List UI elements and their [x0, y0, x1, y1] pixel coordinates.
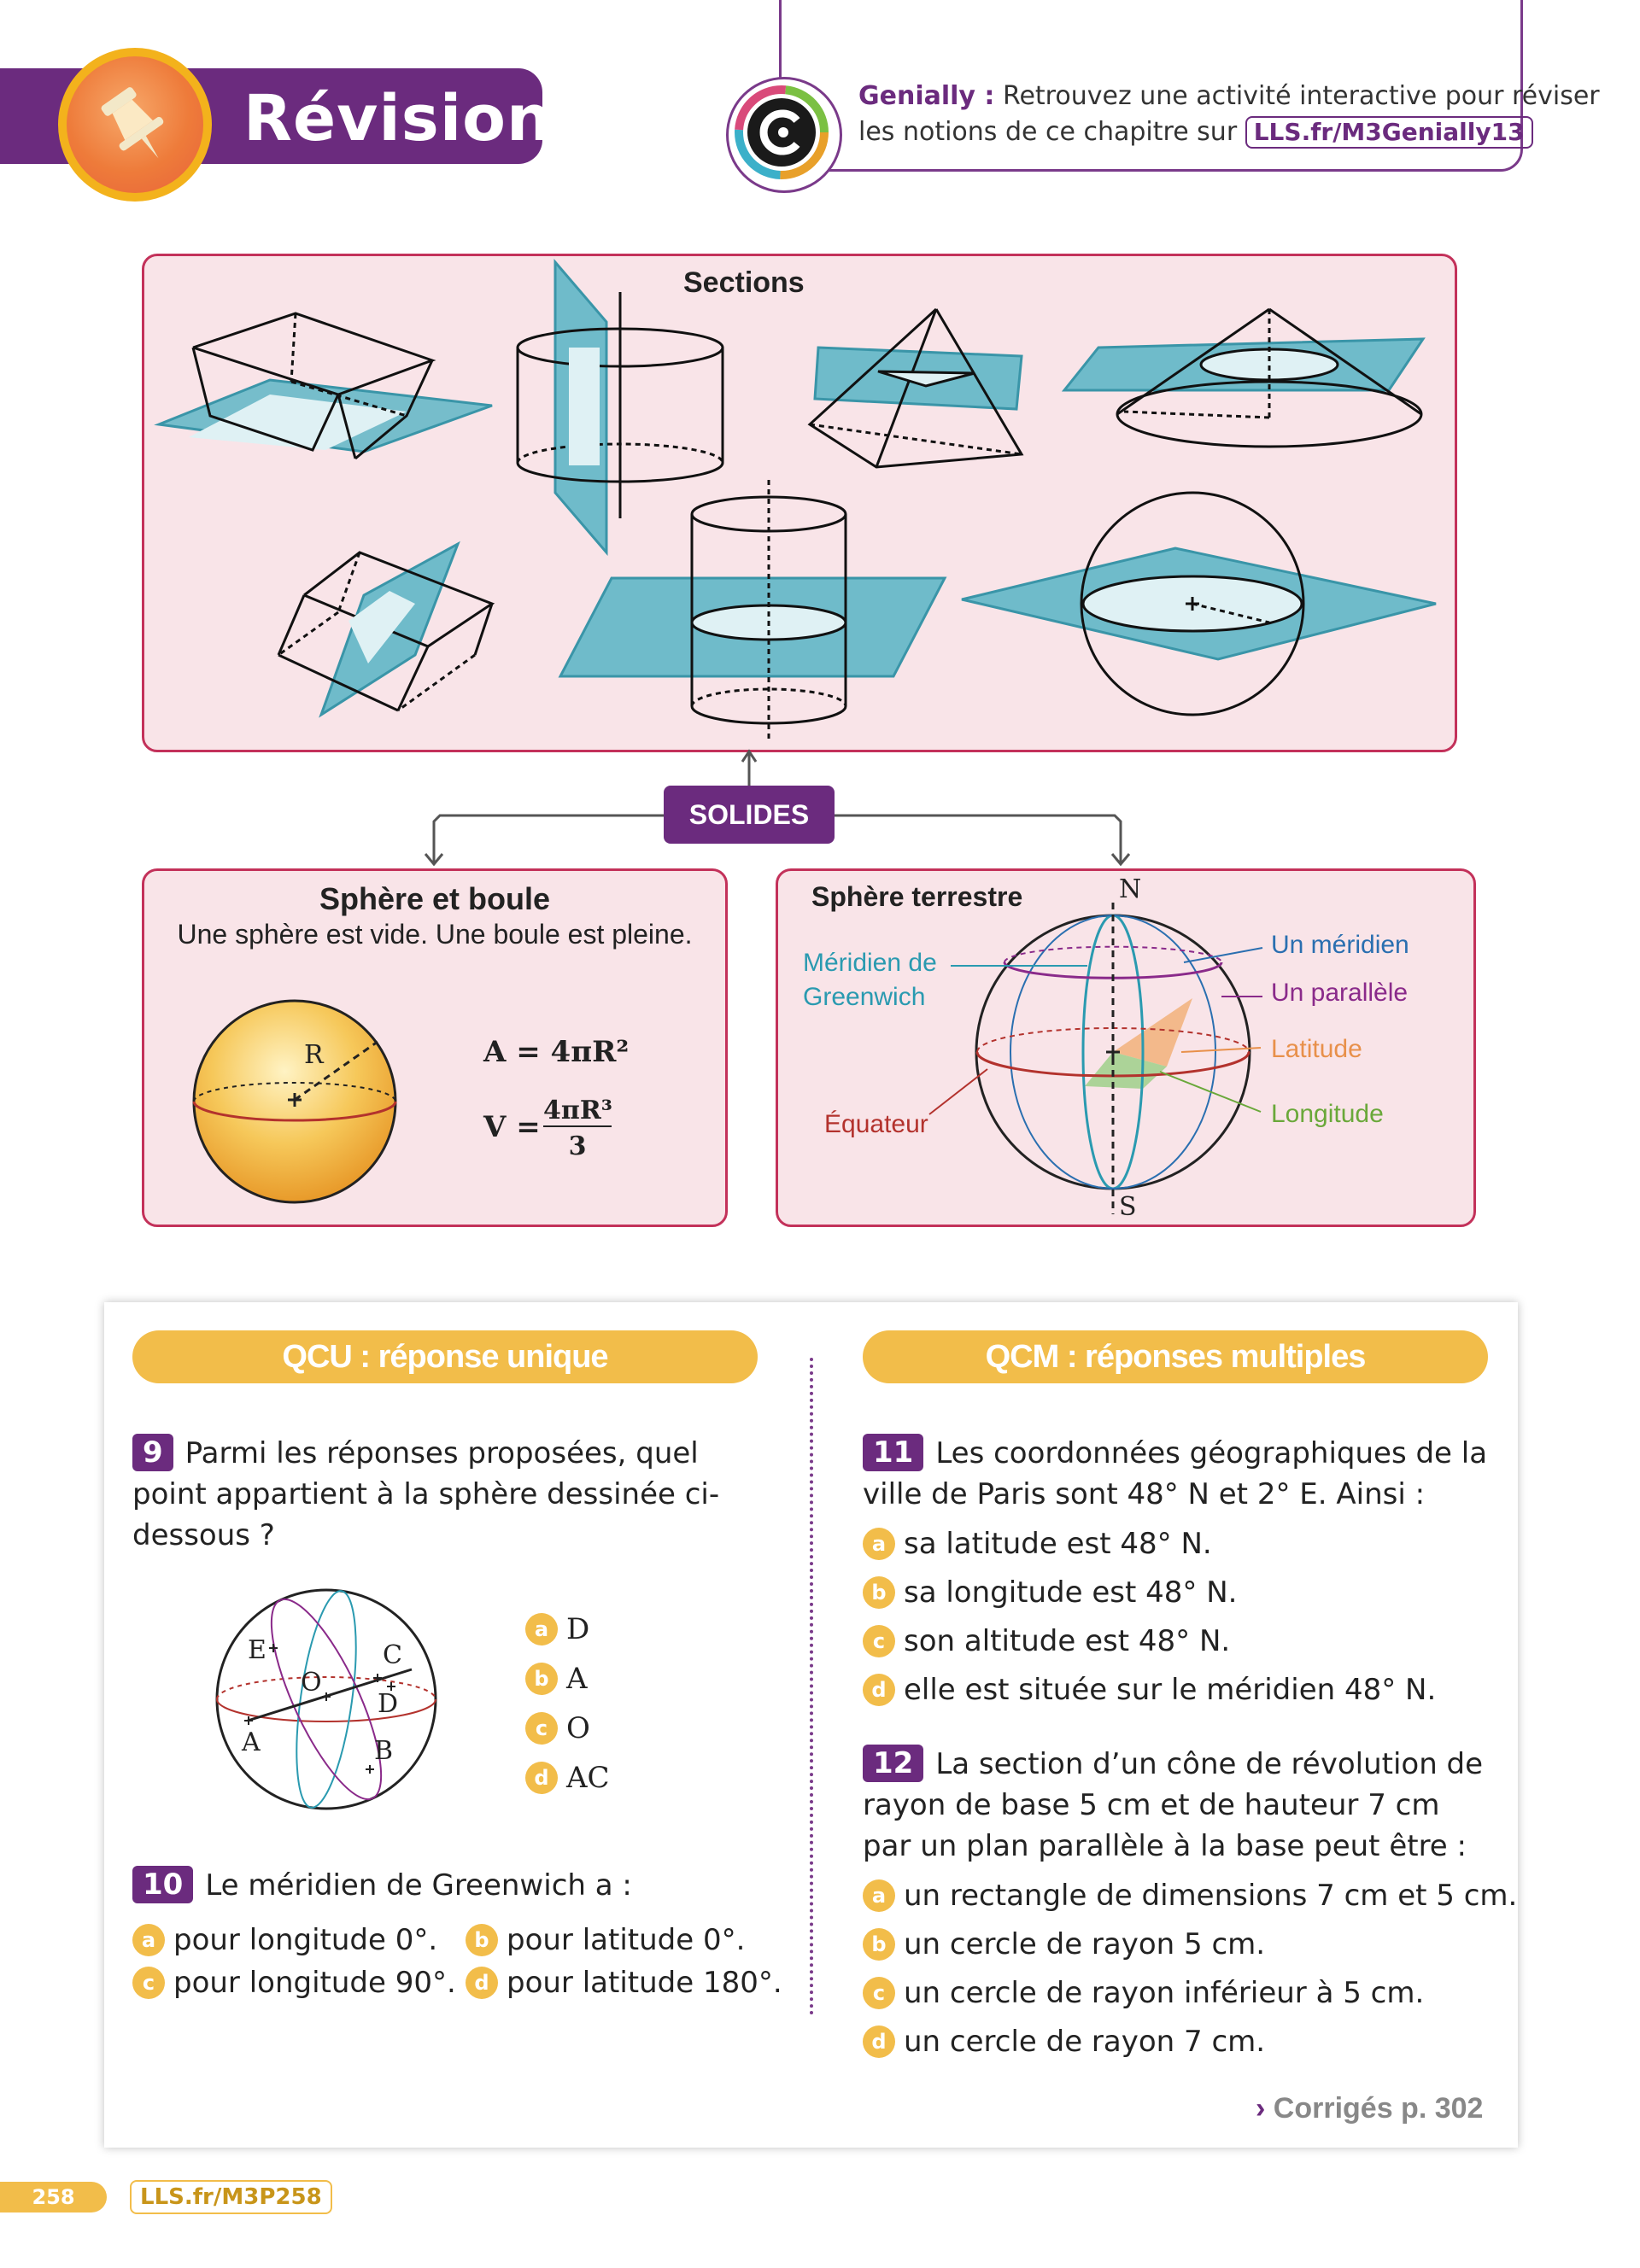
corriges-link[interactable]: › Corrigés p. 302 — [1256, 2092, 1484, 2125]
genially-link[interactable]: LLS.fr/M3Genially13 — [1245, 116, 1533, 149]
parallele-label: Un parallèle — [1271, 979, 1409, 1007]
option-a[interactable]: a pour longitude 0°. — [132, 1923, 437, 1957]
question-11 — [863, 1433, 1491, 1515]
page-link[interactable]: LLS.fr/M3P258 — [130, 2180, 332, 2214]
qcu-header: QCU : réponse unique — [132, 1330, 758, 1383]
formula-volume-denominator: 3 — [568, 1131, 587, 1161]
genially-logo[interactable] — [726, 77, 842, 193]
genially-icon — [729, 79, 835, 185]
formula-volume-prefix: V = — [483, 1110, 541, 1144]
option-b[interactable]: b pour latitude 0°. — [466, 1923, 745, 1957]
question-number: 9 — [132, 1434, 173, 1471]
option-b[interactable]: b un cercle de rayon 5 cm. — [863, 1927, 1517, 1976]
greenwich-label — [803, 946, 937, 1014]
genially-line-2: les notions de ce chapitre sur — [858, 117, 1238, 147]
pushpin-badge — [58, 48, 212, 202]
option-c[interactable]: c un cercle de rayon inférieur à 5 cm. — [863, 1976, 1517, 2025]
question-9 — [132, 1433, 756, 1556]
chevron-right-icon: › — [1256, 2092, 1266, 2125]
page-number: 258 — [0, 2182, 107, 2212]
option-b[interactable]: b A — [525, 1662, 610, 1711]
question-number: 12 — [863, 1745, 923, 1782]
sphere-terrestre-title: Sphère terrestre — [811, 881, 1023, 912]
cylinder-section-horizontal — [560, 480, 945, 740]
point-label-b: B — [374, 1736, 394, 1766]
globe-illustration — [776, 868, 1476, 1227]
prism-section-2 — [278, 544, 492, 715]
option-d[interactable]: d un cercle de rayon 7 cm. — [863, 2025, 1517, 2073]
solides-label: SOLIDES — [664, 786, 835, 844]
page-title: Révision — [243, 82, 553, 155]
south-label: S — [1119, 1192, 1137, 1222]
question-text: La section d’un cône de révolution de rayon de base 5 cm et de hauteur 7 cm par un plan parallèle à la base peut être : — [863, 1747, 1484, 1863]
formula-area: A = 4πR² — [483, 1035, 630, 1069]
option-a[interactable]: a D — [525, 1612, 610, 1662]
option-c[interactable]: c O — [525, 1711, 610, 1761]
cone-section — [1064, 309, 1423, 447]
option-b[interactable]: b sa longitude est 48° N. — [863, 1575, 1436, 1624]
option-c[interactable]: c pour longitude 90°. — [132, 1966, 456, 2000]
sphere-boule-title: Sphère et boule — [319, 881, 551, 916]
question-number: 10 — [132, 1866, 193, 1903]
genially-line-1: Retrouvez une activité interactive pour réviser — [1002, 81, 1600, 111]
point-label-d: D — [378, 1689, 399, 1719]
north-label: N — [1119, 874, 1142, 904]
equateur-label: Équateur — [824, 1110, 928, 1138]
genially-text — [858, 79, 1600, 150]
radius-label: R — [304, 1040, 324, 1070]
q12-options — [863, 1879, 1517, 2073]
option-a[interactable]: a un rectangle de dimensions 7 cm et 5 cm. — [863, 1879, 1517, 1927]
question-text: Parmi les réponses proposées, quel point appartient à la sphère dessinée ci-dessous ? — [132, 1436, 720, 1552]
latitude-label: Latitude — [1271, 1035, 1362, 1063]
greenwich-line-2: Greenwich — [803, 983, 926, 1011]
q9-sphere-figure — [205, 1580, 453, 1819]
point-label-e: E — [248, 1635, 266, 1665]
question-number: 11 — [863, 1434, 923, 1471]
point-label-a: A — [242, 1727, 261, 1757]
option-d[interactable]: d AC — [525, 1761, 610, 1810]
option-d[interactable]: d elle est située sur le méridien 48° N. — [863, 1673, 1436, 1721]
ball-illustration — [188, 991, 410, 1213]
option-a[interactable]: a sa latitude est 48° N. — [863, 1527, 1436, 1575]
genially-label: Genially : — [858, 81, 995, 111]
question-10 — [132, 1865, 756, 1906]
point-label-o: O — [301, 1668, 322, 1698]
option-d[interactable]: d pour latitude 180°. — [466, 1966, 782, 2000]
greenwich-line-1: Méridien de — [803, 949, 937, 977]
formula-volume-numerator: 4πR³ — [543, 1096, 612, 1125]
sphere-section — [962, 493, 1436, 715]
meridien-label: Un méridien — [1271, 931, 1409, 959]
prism-section-1 — [159, 313, 492, 459]
option-c[interactable]: c son altitude est 48° N. — [863, 1624, 1436, 1673]
question-text: Le méridien de Greenwich a : — [205, 1868, 632, 1903]
cylinder-section-vertical — [518, 262, 723, 552]
pyramid-section — [810, 309, 1022, 467]
longitude-label: Longitude — [1271, 1100, 1384, 1128]
sections-title: Sections — [683, 266, 805, 299]
question-12 — [863, 1744, 1491, 1867]
q9-options — [525, 1612, 610, 1810]
sections-illustrations — [142, 254, 1457, 752]
question-text: Les coordonnées géographiques de la ville de Paris sont 48° N et 2° E. Ainsi : — [863, 1436, 1488, 1511]
qcm-header: QCM : réponses multiples — [863, 1330, 1488, 1383]
q11-options — [863, 1527, 1436, 1721]
point-label-c: C — [383, 1640, 402, 1670]
pushpin-icon — [67, 56, 203, 193]
column-divider — [810, 1358, 813, 2015]
sphere-boule-text: Une sphère est vide. Une boule est pleine. — [177, 919, 693, 950]
